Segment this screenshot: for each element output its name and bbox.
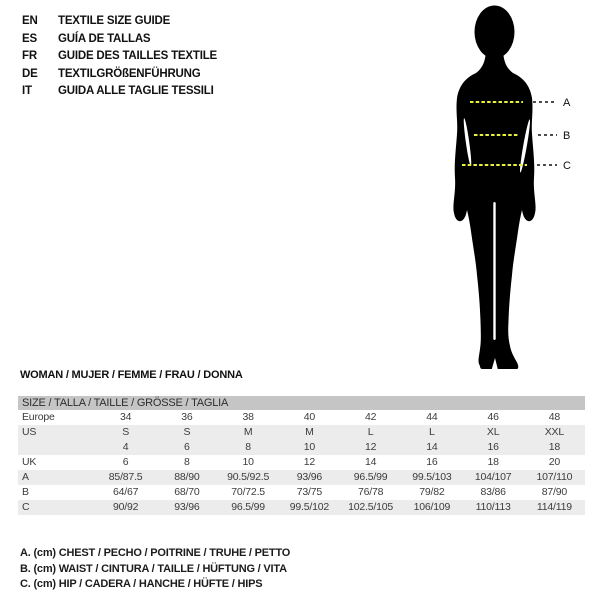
table-cell: 79/82: [419, 486, 445, 498]
legs-gap: [493, 202, 495, 340]
table-cell: S: [183, 426, 191, 438]
table-cell: 8: [184, 456, 190, 468]
table-cell: 96.5/99: [231, 501, 265, 513]
table-cell: 44: [426, 411, 438, 423]
table-cell: XL: [486, 426, 500, 438]
language-title: GUIDA ALLE TAGLIE TESSILI: [58, 85, 214, 97]
table-row-us-letters: [18, 425, 585, 440]
table-cell: 40: [303, 411, 316, 423]
table-cell: 93/96: [296, 471, 323, 483]
table-header: SIZE / TALLA / TAILLE / GRÖSSE / TAGLIA: [18, 396, 585, 410]
marker-label-c: C: [563, 160, 571, 172]
language-code: IT: [22, 85, 32, 97]
table-cell: 12: [364, 441, 377, 453]
legend-hip: C. (cm) HIP / CADERA / HANCHE / HÜFTE / HIPS: [20, 578, 263, 590]
table-cell: L: [429, 426, 435, 438]
table-cell: 83/86: [480, 486, 506, 498]
legend-chest: A. (cm) CHEST / PECHO / POITRINE / TRUHE / PETTO: [20, 547, 291, 559]
language-code: FR: [22, 50, 37, 62]
language-code: EN: [22, 15, 38, 27]
table-cell: 16: [426, 456, 438, 468]
table-cell: 88/90: [174, 471, 200, 483]
table-cell: 99.5/102: [289, 501, 330, 513]
marker-label-b: B: [563, 130, 571, 142]
table-cell: 85/87.5: [108, 471, 143, 483]
woman-silhouette-icon: [430, 0, 600, 372]
table-cell: 90.5/92.5: [227, 471, 270, 483]
table-cell: M: [243, 426, 253, 438]
row-label: B: [22, 486, 29, 498]
table-cell: 106/109: [413, 501, 451, 513]
marker-label-a: A: [563, 97, 571, 109]
table-cell: 68/70: [174, 486, 200, 498]
language-row-fr: [22, 48, 217, 66]
table-cell: 8: [245, 441, 251, 453]
table-cell: 76/78: [357, 486, 384, 498]
language-title: GUIDE DES TAILLES TEXTILE: [58, 50, 217, 62]
table-cell: 12: [303, 456, 316, 468]
table-cell: 6: [122, 456, 129, 468]
table-cell: XXL: [544, 426, 564, 438]
table-cell: 96.5/99: [353, 471, 388, 483]
language-row-de: [22, 66, 217, 84]
measurement-legend: [20, 546, 290, 593]
table-cell: 99.5/103: [412, 471, 452, 483]
row-label: Europe: [22, 411, 55, 423]
table-cell: 73/75: [296, 486, 323, 498]
table-row-hip: [18, 500, 585, 515]
table-cell: M: [305, 426, 314, 438]
table-row-us-numbers: [18, 440, 585, 455]
table-row-waist: [18, 485, 585, 500]
table-cell: 48: [548, 411, 561, 423]
table-cell: 10: [303, 441, 316, 453]
table-cell: 104/107: [474, 471, 512, 483]
language-title-block: [22, 13, 217, 101]
language-title: TEXTILE SIZE GUIDE: [58, 15, 171, 27]
table-row-europe: [18, 410, 585, 425]
table-cell: L: [367, 426, 374, 438]
language-code: ES: [22, 32, 37, 45]
table-cell: 18: [487, 456, 499, 468]
table-cell: 110/113: [475, 501, 511, 513]
row-label: C: [22, 501, 30, 513]
table-cell: 90/92: [112, 501, 139, 513]
table-cell: 64/67: [112, 486, 139, 498]
row-label: US: [22, 426, 37, 438]
table-cell: 70/72.5: [231, 486, 265, 498]
table-cell: 4: [122, 441, 129, 453]
table-cell: 102.5/105: [348, 501, 394, 513]
table-cell: 93/96: [174, 501, 200, 513]
table-cell: 10: [242, 456, 254, 468]
table-cell: 6: [184, 441, 190, 453]
row-label: A: [22, 471, 29, 483]
table-cell: 46: [487, 411, 499, 423]
table-cell: 38: [242, 411, 254, 423]
table-cell: 18: [548, 441, 561, 453]
table-cell: 14: [364, 456, 377, 468]
table-row-uk: [18, 455, 585, 470]
table-cell: 34: [119, 411, 132, 423]
language-row-es: [22, 31, 217, 49]
table-cell: 16: [487, 441, 499, 453]
section-title: WOMAN / MUJER / FEMME / FRAU / DONNA: [20, 369, 243, 381]
table-row-chest: [18, 470, 585, 485]
table-cell: 87/90: [541, 486, 568, 498]
language-row-en: [22, 13, 217, 31]
table-cell: 20: [548, 456, 561, 468]
language-title: TEXTILGRÖßENFÜHRUNG: [58, 67, 201, 80]
language-row-it: [22, 83, 217, 101]
size-table: [18, 396, 585, 515]
table-cell: S: [122, 426, 130, 438]
table-cell: 36: [181, 411, 193, 423]
legend-waist: B. (cm) WAIST / CINTURA / TAILLE / HÜFTUNG / VITA: [20, 562, 287, 575]
table-cell: 14: [426, 441, 438, 453]
language-code: DE: [22, 67, 38, 80]
language-title: GUÍA DE TALLAS: [58, 32, 151, 45]
table-cell: 107/110: [536, 471, 573, 483]
table-cell: 42: [364, 411, 377, 423]
table-cell: 114/119: [536, 501, 572, 513]
row-label: [18, 440, 95, 455]
row-label: UK: [22, 456, 37, 468]
